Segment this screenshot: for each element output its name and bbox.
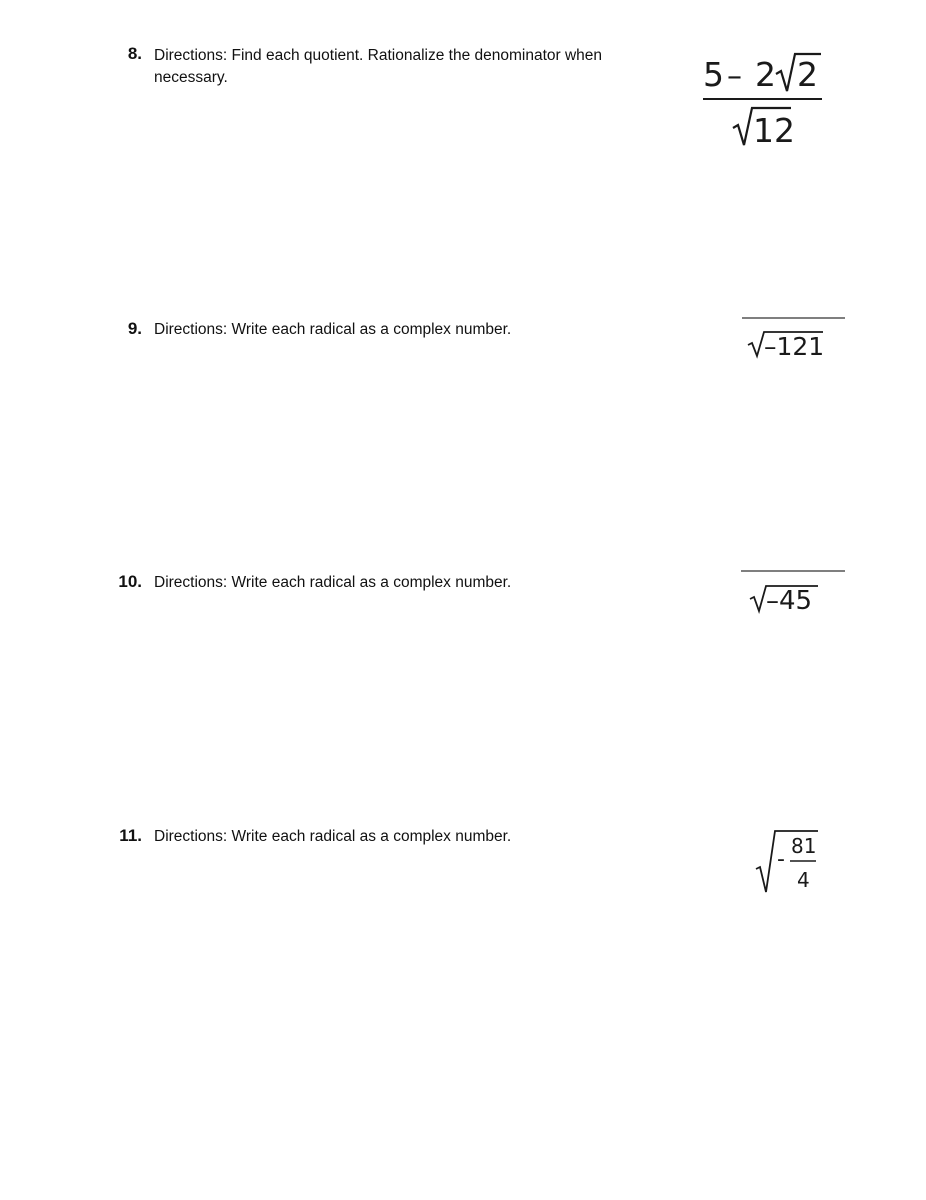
minus-sign: – [727, 59, 742, 94]
numerator-radicand: 2 [797, 55, 818, 94]
problem-directions: Directions: Write each radical as a complex number. [154, 828, 512, 845]
problem-directions: Directions: Write each radical as a complex number. [154, 574, 512, 591]
fraction-numerator: 81 [791, 834, 817, 858]
numerator-coefficient: 2 [755, 55, 776, 94]
negative-sign: - [777, 847, 785, 872]
problem-number: 11. [119, 826, 142, 845]
numerator-term: 5 [703, 55, 724, 94]
problem-directions: Directions: Write each radical as a complex number. [154, 321, 512, 338]
denominator-radicand: 12 [753, 111, 795, 150]
problem-number: 10. [118, 572, 142, 591]
expression-radical [735, 310, 855, 365]
fraction-denominator: 4 [797, 868, 810, 892]
problem-number: 8. [127, 44, 142, 63]
radicand: –121 [764, 332, 825, 361]
expression-quotient [695, 50, 835, 155]
problem-number: 9. [127, 319, 142, 338]
radicand: –45 [766, 586, 813, 616]
problem-directions: Directions: Find each quotient. Rationalize the denominator when necessary. [154, 47, 603, 86]
expression-radical [735, 563, 855, 618]
expression-radical-fraction [748, 825, 828, 900]
